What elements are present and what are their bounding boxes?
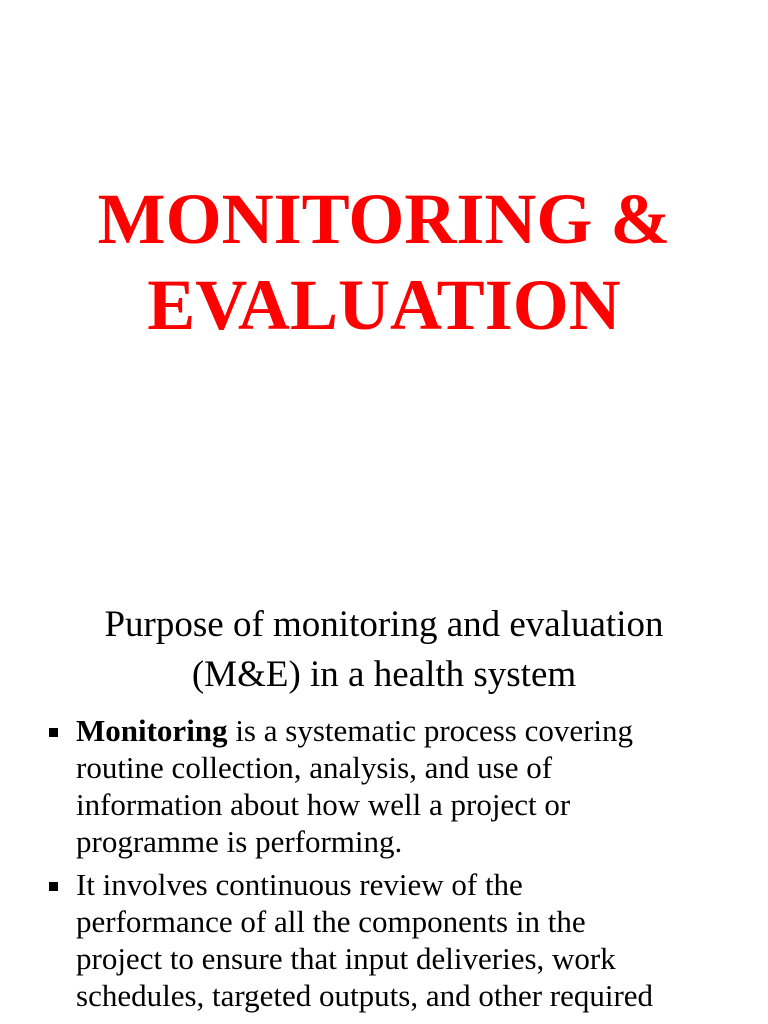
subtitle-line-1: Purpose of monitoring and evaluation	[104, 604, 664, 645]
title-line-1: MONITORING &	[97, 179, 671, 259]
subtitle-line-2: (M&E) in a health system	[191, 654, 577, 695]
bold-term: Monitoring	[76, 713, 228, 748]
square-bullet-icon	[49, 882, 58, 891]
page-title	[0, 176, 768, 348]
title-line-2: EVALUATION	[147, 265, 621, 345]
bullet-text: Monitoring is a systematic process covering routine collection, analysis, and use of information about how well a project or programme is performing.	[76, 713, 634, 859]
bullet-list	[0, 712, 768, 1020]
bullet-item-continuous-review	[0, 866, 768, 1014]
bullet-item-monitoring	[0, 712, 768, 860]
bullet-text: It involves continuous review of the performance of all the components in the project to ensure that input deliveries, work schedules, targeted outputs, and other required	[76, 867, 654, 1013]
square-bullet-icon	[49, 728, 58, 737]
section-heading	[0, 600, 768, 700]
